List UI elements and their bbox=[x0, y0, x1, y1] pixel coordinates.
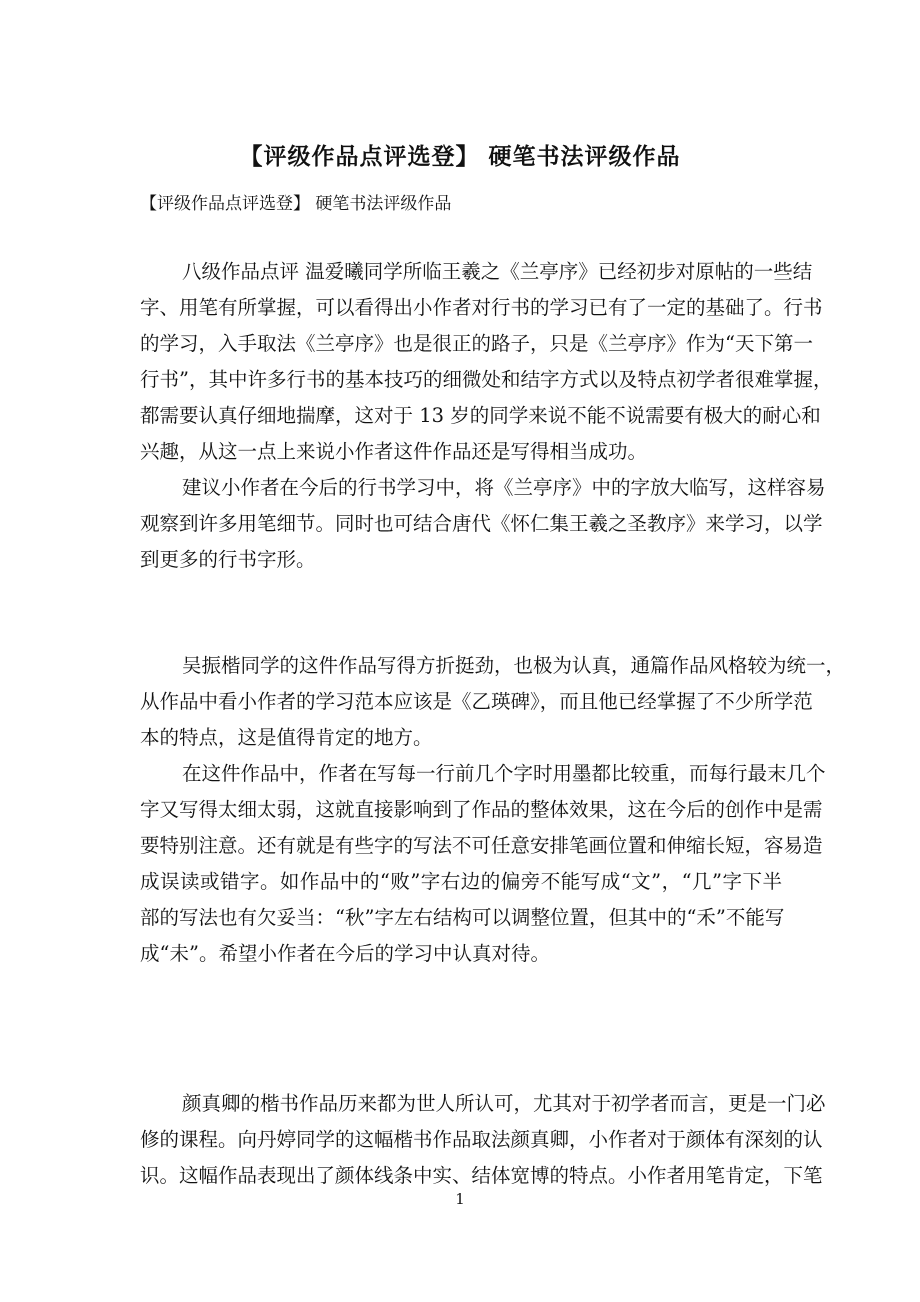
paragraph bbox=[140, 756, 826, 972]
paragraph-line: 都需要认真仔细地揣摩，这对于 13 岁的同学来说不能不说需要有极大的耐心和 bbox=[140, 404, 821, 427]
paragraph-line: 兴趣，从这一点上来说小作者这件作品还是写得相当成功。 bbox=[140, 440, 648, 463]
page-number: 1 bbox=[455, 1190, 465, 1208]
paragraph-line: 在这件作品中，作者在写每一行前几个字时用墨都比较重，而每行最末几个 bbox=[182, 762, 826, 785]
paragraph-line: 修的课程。向丹婷同学的这幅楷书作品取法颜真卿，小作者对于颜体有深刻的认 bbox=[140, 1128, 823, 1151]
paragraph-line: 部的写法也有欠妥当：“秋”字左右结构可以调整位置，但其中的“禾”不能写 bbox=[140, 906, 785, 929]
paragraph-line: 到更多的行书字形。 bbox=[140, 548, 316, 571]
paragraph-line: 吴振楷同学的这件作品写得方折挺劲，也极为认真，通篇作品风格较为统一， bbox=[182, 654, 846, 677]
paragraph-line: 要特别注意。还有就是有些字的写法不可任意安排笔画位置和伸缩长短，容易造 bbox=[140, 834, 823, 857]
paragraph-line: 本的特点，这是值得肯定的地方。 bbox=[140, 726, 433, 749]
paragraph-line: 从作品中看小作者的学习范本应该是《乙瑛碑》，而且他已经掌握了不少所学范 bbox=[140, 690, 813, 713]
document-subtitle: 【评级作品点评选登】 硬笔书法评级作品 bbox=[140, 194, 452, 214]
paragraph-line: 字、用笔有所掌握，可以看得出小作者对行书的学习已有了一定的基础了。行书 bbox=[140, 296, 823, 319]
paragraph-line: 字又写得太细太弱，这就直接影响到了作品的整体效果，这在今后的创作中是需 bbox=[140, 798, 823, 821]
paragraph bbox=[140, 648, 846, 756]
paragraph-line: 成“未”。希望小作者在今后的学习中认真对待。 bbox=[140, 942, 550, 965]
paragraph bbox=[140, 1086, 826, 1194]
paragraph-line: 的学习，入手取法《兰亭序》也是很正的路子，只是《兰亭序》作为“天下第一 bbox=[140, 332, 813, 355]
paragraph-line: 建议小作者在今后的行书学习中，将《兰亭序》中的字放大临写，这样容易 bbox=[182, 476, 826, 499]
paragraph-line: 行书”，其中许多行书的基本技巧的细微处和结字方式以及特点初学者很难掌握， bbox=[140, 368, 833, 391]
paragraph-line: 观察到许多用笔细节。同时也可结合唐代《怀仁集王羲之圣教序》来学习，以学 bbox=[140, 512, 823, 535]
paragraph-line: 八级作品点评 温爱曦同学所临王羲之《兰亭序》已经初步对原帖的一些结 bbox=[182, 260, 813, 283]
paragraph bbox=[140, 470, 826, 578]
document-title: 【评级作品点评选登】 硬笔书法评级作品 bbox=[239, 143, 681, 170]
paragraph bbox=[140, 254, 833, 470]
paragraph-line: 识。这幅作品表现出了颜体线条中实、结体宽博的特点。小作者用笔肯定，下笔 bbox=[140, 1164, 823, 1187]
paragraph-line: 成误读或错字。如作品中的“败”字右边的偏旁不能写成“文”，“几”字下半 bbox=[140, 870, 782, 893]
paragraph-line: 颜真卿的楷书作品历来都为世人所认可，尤其对于初学者而言，更是一门必 bbox=[182, 1092, 826, 1115]
